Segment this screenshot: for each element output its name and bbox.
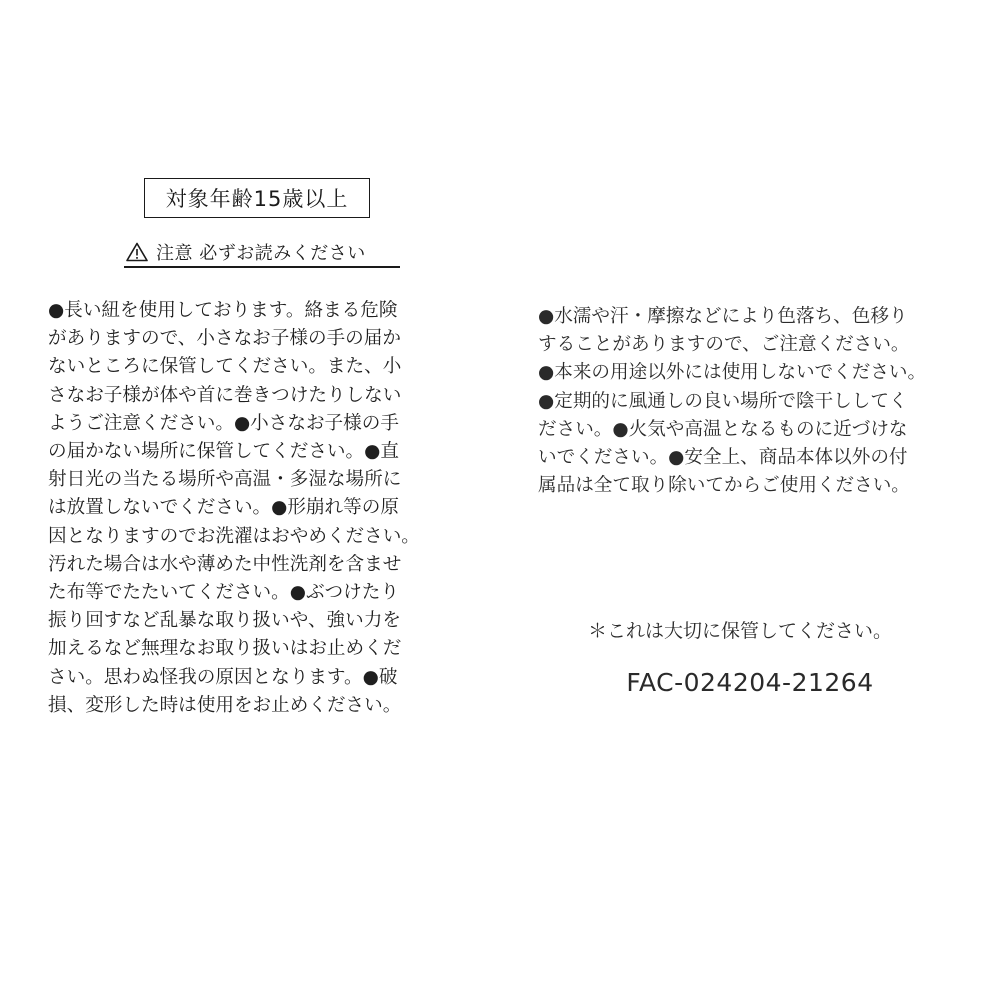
text-line: することがありますので、ご注意ください。 <box>538 334 910 356</box>
text-line: 損、変形した時は使用をお止めください。 <box>48 694 402 716</box>
text-line: がありますので、小さなお子様の手の届か <box>48 328 401 350</box>
text-line: 属品は全て取り除いてからご使用ください。 <box>538 475 910 497</box>
text-line: の届かない場所に保管してください。●直 <box>48 441 399 463</box>
keep-note: ＊これは大切に保管してください。 <box>587 620 892 642</box>
age-rating-label: 対象年齢15歳以上 <box>165 187 349 211</box>
text-line: ●本来の用途以外には使用しないでください。 <box>538 362 927 384</box>
text-line: ださい。●火気や高温となるものに近づけな <box>538 418 908 440</box>
text-line: は放置しないでください。●形崩れ等の原 <box>48 497 399 519</box>
text-line: ●水濡や汗・摩擦などにより色落ち、色移り <box>538 306 908 327</box>
product-code: FAC-024204-21264 <box>626 668 874 697</box>
text-line: ●定期的に風通しの良い場所で陰干ししてく <box>538 390 908 412</box>
text-line: 振り回すなど乱暴な取り扱いや、強い力を <box>48 610 401 632</box>
text-line: た布等でたたいてください。●ぶつけたり <box>48 582 399 604</box>
text-line: 加えるなど無理なお取り扱いはお止めくだ <box>48 638 402 660</box>
text-line: ないところに保管してください。また、小 <box>48 356 402 378</box>
text-line: さい。思わぬ怪我の原因となります。●破 <box>48 666 398 688</box>
age-rating-box <box>144 178 370 218</box>
text-line: 因となりますのでお洗濯はおやめください。 <box>48 525 420 547</box>
right-warning-paragraph <box>538 303 978 500</box>
text-line: 射日光の当たる場所や高温・多湿な場所に <box>48 469 402 491</box>
text-line: 汚れた場合は水や薄めた中性洗剤を含ませ <box>48 553 402 575</box>
text-line: いでください。●安全上、商品本体以外の付 <box>538 447 908 469</box>
text-line: さなお子様が体や首に巻きつけたりしない <box>48 384 402 406</box>
text-line: ようご注意ください。●小さなお子様の手 <box>48 412 399 434</box>
caution-text: 注意 必ずお読みください <box>156 243 366 264</box>
caution-heading <box>124 238 400 268</box>
left-warning-paragraph <box>48 297 468 720</box>
text-line: ●長い紐を使用しております。絡まる危険 <box>48 300 398 321</box>
warning-triangle-icon <box>126 242 148 262</box>
